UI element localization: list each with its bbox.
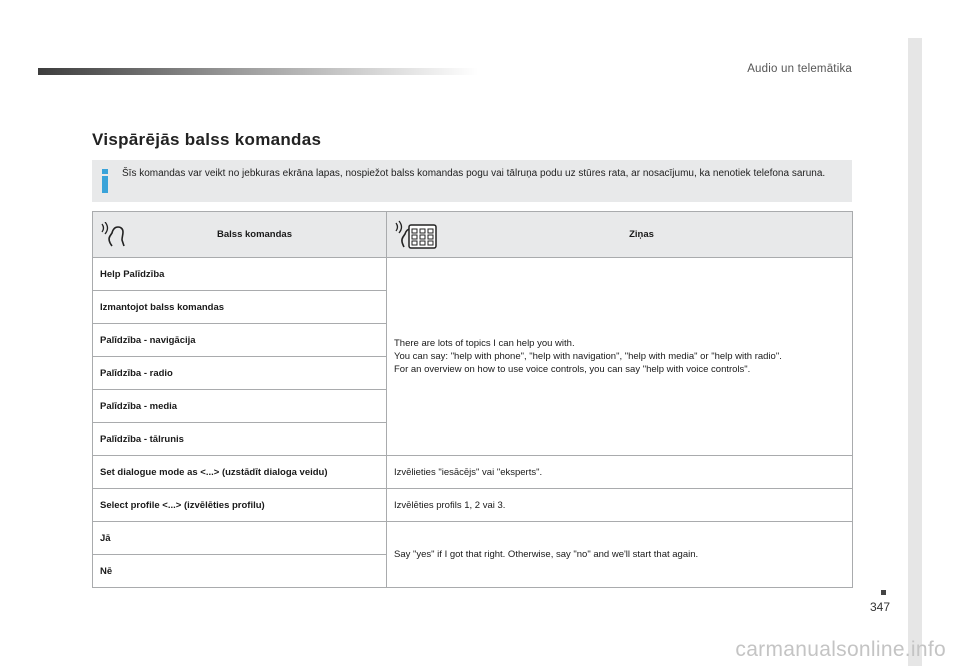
side-strip — [908, 38, 922, 666]
command-cell: Palīdzība - navigācija — [93, 324, 387, 357]
command-cell: Nē — [93, 555, 387, 588]
message-cell: Say "yes" if I got that right. Otherwise, say "no" and we'll start that again. — [387, 522, 853, 588]
command-cell: Select profile <...> (izvēlēties profilu) — [93, 489, 387, 522]
message-cell — [387, 258, 853, 456]
header-messages — [387, 212, 853, 258]
header-commands — [93, 212, 387, 258]
command-cell: Jā — [93, 522, 387, 555]
command-cell: Palīdzība - tālrunis — [93, 423, 387, 456]
header-gradient-bar — [38, 68, 478, 75]
table-row — [93, 489, 853, 522]
command-cell: Palīdzība - media — [93, 390, 387, 423]
watermark: carmanualsonline.info — [735, 638, 946, 661]
table-row — [93, 258, 853, 291]
info-text: Šīs komandas var veikt no jebkuras ekrāna lapas, nospiežot balss komandas pogu vai tālruņa podu uz stūres rata, ar nosacījumu, ka nenotiek telefona saruna. — [122, 168, 826, 179]
page-number: 347 — [869, 600, 890, 614]
voice-command-icon — [100, 222, 130, 248]
voice-keypad-icon — [394, 220, 438, 250]
message-cell: Izvēlēties profils 1, 2 vai 3. — [387, 489, 853, 522]
command-cell: Set dialogue mode as <...> (uzstādīt dialoga veidu) — [93, 456, 387, 489]
table-row — [93, 456, 853, 489]
section-title: Audio un telemātika — [747, 63, 852, 75]
command-cell: Palīdzība - radio — [93, 357, 387, 390]
command-cell: Help Palīdzība — [93, 258, 387, 291]
command-cell: Izmantojot balss komandas — [93, 291, 387, 324]
page-marker — [881, 590, 886, 595]
page-title: Vispārējās balss komandas — [92, 130, 322, 149]
info-icon — [101, 169, 109, 193]
table-header-row — [93, 212, 853, 258]
voice-commands-table — [92, 211, 853, 588]
header-messages-label: Ziņas — [629, 229, 654, 240]
message-cell: Izvēlieties "iesācējs" vai "eksperts". — [387, 456, 853, 489]
info-box — [92, 160, 852, 202]
header-commands-label: Balss komandas — [217, 229, 292, 240]
help-message: There are lots of topics I can help you with. You can say: "help with phone", "help with navigation", "help with media" or "help with radio". For an overview on how to use voice controls, you can say "help with voice controls". — [394, 338, 782, 375]
table-row — [93, 522, 853, 555]
